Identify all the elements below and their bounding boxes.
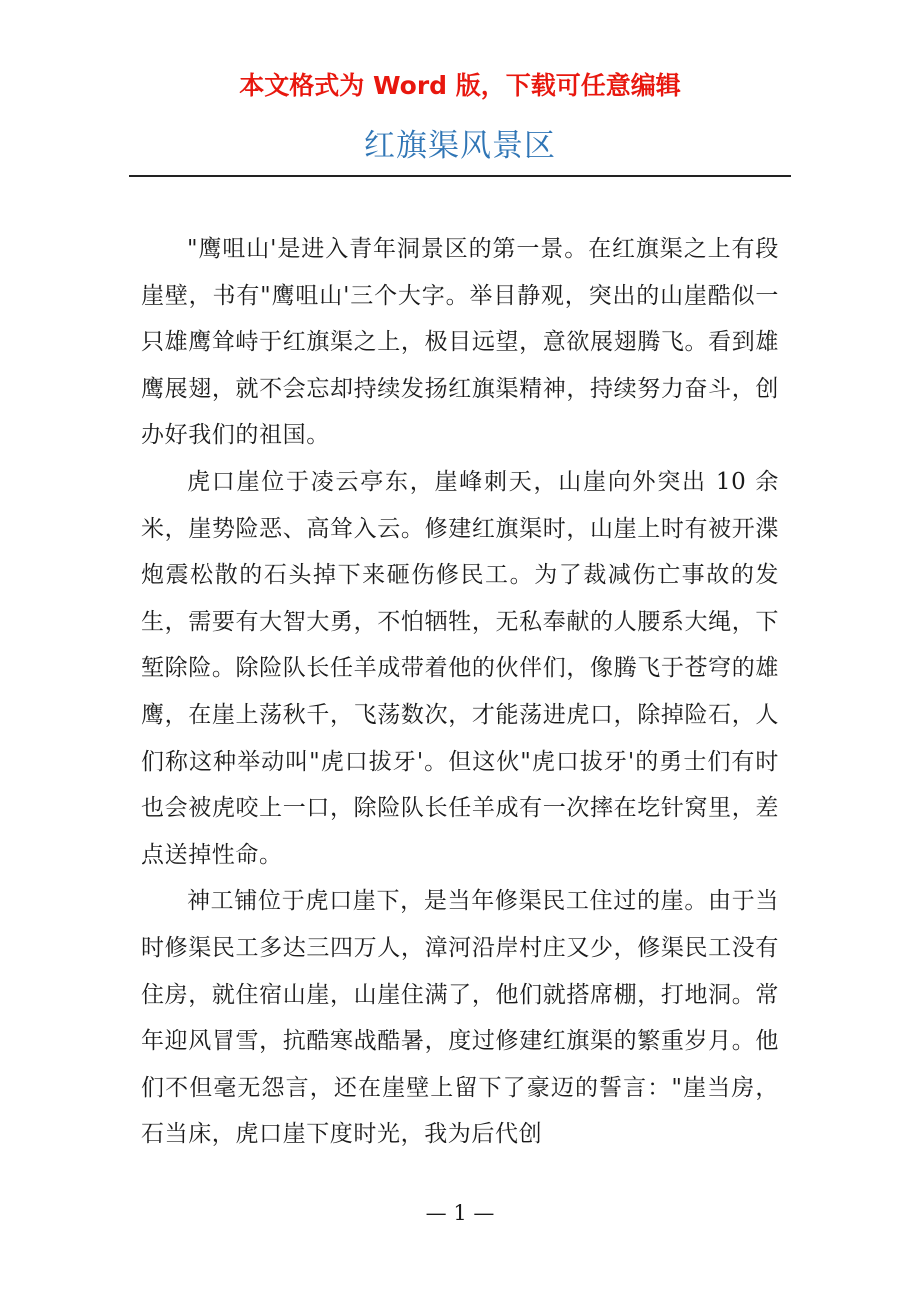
paragraph-tiger-mouth-cliff: 虎口崖位于凌云亭东，崖峰刺天，山崖向外突出 10 余米，崖势险恶、高耸入云。修建红旗渠时，山崖上时有被开渫炮震松散的石头掉下来砸伤修民工。为了裁减伤亡事故的发生，需要有大智大勇，不怕牺牲，无私奉献的人腰系大绳，下堑除险。除险队长任羊成带着他的伙伴们，像腾飞于苍穹的雄鹰，在崖上荡秋千，飞荡数次，才能荡进虎口，除掉险石，人们称这种举动叫"虎口拔牙'。但这伙"虎口拔牙'的勇士们有时也会被虎咬上一口，除险队长任羊成有一次摔在圪针窝里，差点送掉性命。 [141, 468, 779, 868]
paragraph-eagle-mountain: "鹰咀山'是进入青年洞景区的第一景。在红旗渠之上有段崖壁，书有"鹰咀山'三个大字。举目静观，突出的山崖酷似一只雄鹰耸峙于红旗渠之上，极目远望，意欲展翅腾飞。看到雄鹰展翅，就不会忘却持续发扬红旗渠精神，持续努力奋斗，创办好我们的祖国。 [141, 236, 779, 449]
document-title: 红旗渠风景区 [364, 128, 556, 164]
document-body [141, 226, 779, 1158]
paragraph-shengong-shop: 神工铺位于虎口崖下，是当年修渠民工住过的崖。由于当时修渠民工多达三四万人，漳河沿岸村庄又少，修渠民工没有住房，就住宿山崖，山崖住满了，他们就搭席棚，打地洞。常年迎风冒雪，抗酷寒战酷暑，度过修建红旗渠的繁重岁月。他们不但毫无怨言，还在崖壁上留下了豪迈的誓言："崖当房，石当床，虎口崖下度时光，我为后代创 [141, 888, 779, 1148]
title-divider [129, 175, 791, 177]
page-number: — 1 — [425, 1201, 495, 1225]
format-notice: 本文格式为 Word 版，下载可任意编辑 [239, 71, 681, 100]
